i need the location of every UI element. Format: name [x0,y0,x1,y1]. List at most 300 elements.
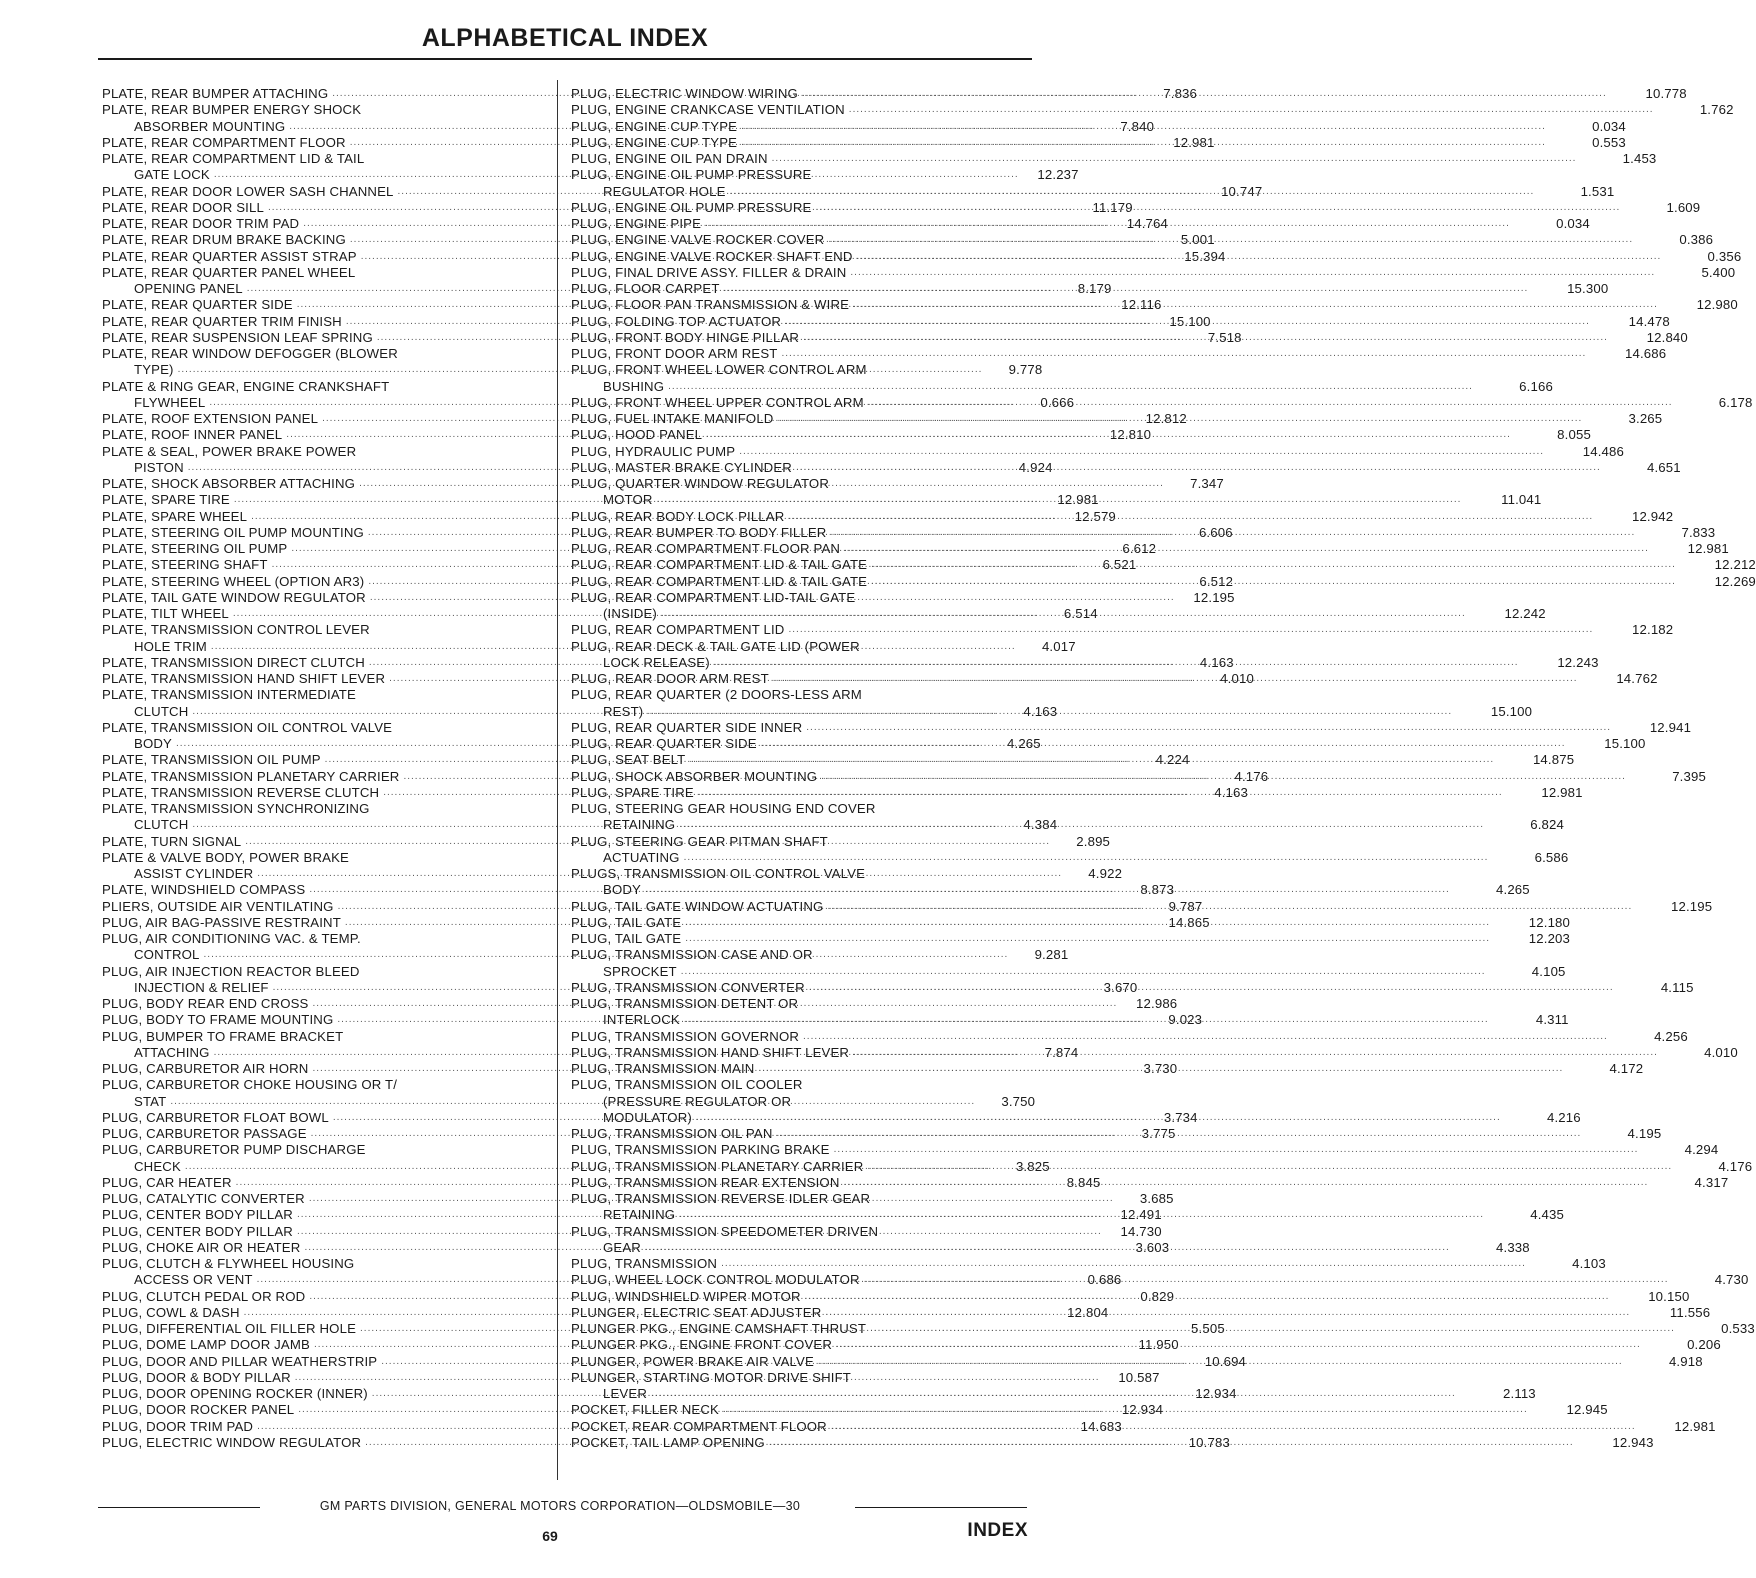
entry-text: PLUG, REAR BUMPER TO BODY FILLER [571,524,827,540]
entry-page-ref: 6.512 [1199,573,1234,589]
entry-page-ref: 10.747 [1221,183,1263,199]
dot-leader [761,736,1566,752]
entry-page-ref: 12.203 [1528,931,1571,946]
entry-page-ref: 0.206 [1687,1337,1721,1353]
dot-leader [647,704,1452,720]
index-entry [102,850,543,866]
dot-leader [696,1110,1501,1126]
entry-text: PLUG, DIFFERENTIAL OIL FILLER HOLE [102,1321,357,1336]
entry-page-ref: 1.531 [1580,183,1615,199]
entry-text: PLUG, CENTER BODY PILLAR [102,1223,293,1239]
entry-text: PLUG, CAR HEATER [102,1174,232,1190]
entry-text: POCKET, REAR COMPARTMENT FLOOR [571,1418,827,1434]
entry-page-ref [487,1029,543,1045]
dot-leader [705,216,1510,232]
entry-page-ref: 6.521 [1102,557,1137,573]
entry-text: PLATE, REAR QUARTER PANEL WHEEL [102,264,356,280]
index-entry [571,1077,1019,1093]
index-entry [571,1094,1019,1110]
entry-text: REGULATOR HOLE [603,183,726,199]
entry-text: PLATE, TRANSMISSION CONTROL LEVER [102,622,370,638]
entry-text: PLUG, FLOOR PAN TRANSMISSION & WIRE [571,297,850,313]
entry-page-ref: 3.775 [1141,1126,1176,1141]
index-entry [102,265,543,281]
entry-text: PLUG, HYDRAULIC PUMP [571,443,736,459]
entry-page-ref: 14.486 [1582,443,1625,459]
entry-text: PLUG, TAIL GATE WINDOW ACTUATING [571,898,824,914]
entry-page-ref: 3.730 [1143,1061,1178,1076]
entry-page-ref [487,1077,543,1093]
dot-leader [788,622,1593,638]
section-label: INDEX [967,1520,1028,1541]
entry-text: PLUG, FOLDING TOP ACTUATOR [571,313,782,329]
entry-page-ref: 6.824 [1530,817,1564,833]
entry-text: PLATE, STEERING SHAFT [102,557,268,573]
index-entry [571,151,1657,167]
entry-page-ref: 11.041 [1501,492,1542,508]
entry-page-ref: 4.115 [1660,979,1694,995]
entry-page-ref: 3.685 [1139,1191,1174,1206]
entry-text: STAT [134,1093,167,1109]
entry-page-ref [943,996,1019,1012]
entry-page-ref: 9.281 [1034,947,1069,963]
index-entry [102,720,543,736]
index-entry [571,1224,1019,1240]
entry-text: PLUG, FRONT DOOR ARM REST [571,346,778,361]
entry-page-ref: 4.163 [1023,703,1058,719]
entry-text: PLUG, DOME LAMP DOOR JAMB [102,1337,310,1353]
entry-text: PLUG, HOOD PANEL [571,427,703,443]
index-entry [571,1028,1688,1045]
dot-leader [777,411,1582,427]
entry-page-ref: 12.942 [1631,508,1674,524]
entry-text: PLATE, ROOF INNER PANEL [102,427,283,443]
entry-page-ref: 4.918 [1668,1353,1703,1369]
index-entry [571,167,1019,183]
entry-text: RETAINING [603,1207,676,1223]
entry-page-ref: 12.941 [1649,719,1692,735]
entry-page-ref: 10.694 [1204,1353,1247,1369]
entry-page-ref: 4.922 [1088,866,1123,881]
entry-page-ref: 12.981 [1173,134,1215,150]
entry-page-ref: 7.347 [1190,476,1224,491]
entry-text: BUSHING [603,378,665,394]
entry-page-ref: 4.010 [1704,1044,1738,1060]
entry-page-ref [487,687,543,703]
entry-page-ref: 12.195 [1193,589,1235,605]
entry-page-ref: 3.265 [1628,411,1663,426]
dot-leader [828,232,1633,248]
entry-page-ref: 14.686 [1625,346,1667,361]
entry-page-ref [487,1256,543,1272]
entry-page-ref: 12.812 [1145,411,1187,426]
entry-text: PLUG, CHOKE AIR OR HEATER [102,1239,301,1255]
dot-leader [825,1305,1630,1321]
entry-text: PLUG, BUMPER TO FRAME BRACKET [102,1028,344,1044]
entry-text: PLUG, REAR DOOR ARM REST [571,671,769,686]
entry-page-ref: 12.195 [1671,898,1713,914]
index-entry [571,1370,1019,1386]
entry-page-ref [487,102,543,118]
entry-text: PLUNGER PKG., ENGINE CAMSHAFT THRUST [571,1321,867,1336]
entry-page-ref: 7.395 [1672,768,1706,784]
page-title: ALPHABETICAL INDEX [421,24,709,52]
dot-leader [857,249,1662,265]
index-entry [571,1256,1606,1272]
entry-text: PLATE, SPARE TIRE [102,492,230,508]
entry-page-ref: 4.172 [1609,1061,1644,1076]
entry-text: PLATE, STEERING WHEEL (OPTION AR3) [102,573,365,589]
entry-page-ref: 12.981 [1674,1418,1716,1434]
entry-page-ref: 0.034 [1556,216,1590,231]
entry-text: PLATE, REAR DOOR LOWER SASH CHANNEL [102,183,394,199]
entry-page-ref: 1.762 [1699,102,1734,118]
entry-page-ref: 12.945 [1566,1402,1608,1418]
entry-page-ref: 7.833 [1681,524,1716,540]
entry-text: PLUG, MASTER BRAKE CYLINDER [571,459,792,475]
entry-text: PLUG, TRANSMISSION PARKING BRAKE [571,1142,830,1158]
index-entry [571,931,1571,947]
entry-page-ref: 7.518 [1207,329,1242,345]
entry-page-ref: 4.017 [1041,638,1076,654]
dot-leader [802,86,1607,102]
entry-page-ref: 4.924 [1018,459,1053,475]
footer-rule-left [98,1507,260,1508]
entry-text: PLUG, QUARTER WINDOW REGULATOR [571,476,830,491]
dot-leader [871,557,1676,573]
entry-text: PLUG, CARBURETOR FLOAT BOWL [102,1109,329,1125]
dot-leader [706,427,1511,443]
entry-page-ref: 12.810 [1109,427,1152,443]
index-entry [571,362,1019,378]
entry-text: PLUG, FUEL INTAKE MANIFOLD [571,411,774,426]
entry-page-ref: 4.651 [1647,459,1681,475]
dot-leader [668,379,1473,395]
dot-leader [844,1175,1649,1191]
entry-text: INTERLOCK [603,1012,680,1028]
entry-text: PLATE, REAR DRUM BRAKE BACKING [102,232,346,248]
entry-text: PLUG, ENGINE CUP TYPE [571,134,738,150]
entry-page-ref: 0.686 [1087,1272,1122,1288]
entry-page-ref: 14.478 [1628,313,1670,329]
entry-text: PLATE, TAIL GATE WINDOW REGULATOR [102,589,366,605]
dot-leader [714,655,1519,671]
footer-rule-right [855,1507,1027,1508]
entry-page-ref: 4.103 [1572,1256,1606,1271]
entry-text: RETAINING [603,817,676,833]
entry-text: PLUG, FINAL DRIVE ASSY. FILLER & DRAIN [571,264,847,280]
entry-text: PLATE, STEERING OIL PUMP MOUNTING [102,524,364,540]
entry-text: PLUG, SEAT BELT [571,752,686,768]
entry-text: REST) [603,703,644,719]
dot-leader [818,1354,1623,1370]
entry-page-ref: 4.265 [1007,736,1041,751]
entry-text: PLATE, REAR WINDOW DEFOGGER (BLOWER [102,346,398,361]
entry-text: PLATE, TRANSMISSION SYNCHRONIZING [102,801,370,816]
entry-text: PLUG, REAR COMPARTMENT LID [571,622,785,638]
entry-page-ref [487,379,543,395]
dot-leader [724,281,1529,297]
entry-page-ref: 12.579 [1074,508,1116,524]
entry-text: PLUG, ENGINE CUP TYPE [571,118,738,134]
entry-text: HOLE TRIM [134,638,207,654]
entry-page-ref: 3.750 [1001,1093,1036,1109]
entry-page-ref: 6.178 [1718,394,1753,410]
entry-page-ref [487,346,543,362]
entry-page-ref: 11.556 [1669,1304,1711,1320]
entry-page-ref: 8.179 [1077,281,1112,296]
dot-leader [850,265,1655,281]
entry-page-ref: 12.840 [1646,329,1688,345]
entry-page-ref: 12.242 [1504,606,1546,621]
entry-page-ref: 4.105 [1531,963,1566,979]
index-entry [102,444,543,460]
entry-page-ref: 3.670 [1103,979,1138,995]
entry-page-ref [487,931,543,947]
entry-text: PLATE, TRANSMISSION OIL PUMP [102,752,321,768]
entry-text: PLUG, CLUTCH & FLYWHEEL HOUSING [102,1256,355,1271]
entry-text: PLUG, DOOR TRIM PAD [102,1418,254,1434]
entry-text: PLUG, TRANSMISSION GOVERNOR [571,1028,800,1044]
entry-page-ref: 4.435 [1530,1207,1564,1223]
entry-page-ref: 12.491 [1120,1207,1162,1223]
entry-text: POCKET, FILLER NECK [571,1402,719,1418]
entry-text: SPROCKET [603,963,677,979]
entry-page-ref [487,801,543,817]
entry-text: PLATE, TRANSMISSION DIRECT CLUTCH [102,654,365,670]
index-entry [571,849,1569,866]
entry-text: PLUG, ENGINE CRANKCASE VENTILATION [571,102,845,118]
index-entry [571,590,1019,606]
entry-text: PLATE, ROOF EXTENSION PANEL [102,411,319,426]
entry-text: PLUG, CARBURETOR PUMP DISCHARGE [102,1142,366,1158]
entry-text: PLATE, TRANSMISSION HAND SHIFT LEVER [102,671,386,686]
entry-page-ref: 12.981 [1687,541,1729,556]
entry-text: PLUG, AIR INJECTION REACTOR BLEED [102,963,360,979]
dot-leader [769,1435,1574,1451]
entry-text: PLUG, ELECTRIC WINDOW WIRING [571,86,798,101]
entry-text: PLUG, CLUTCH PEDAL OR ROD [102,1288,306,1304]
entry-page-ref: 12.934 [1121,1402,1164,1418]
entry-text: PLUG, FRONT WHEEL UPPER CONTROL ARM [571,394,864,410]
entry-text: PLATE, TURN SIGNAL [102,833,242,849]
dot-leader [772,151,1577,167]
index-entry [571,719,1692,736]
entry-text: PLUG, REAR COMPARTMENT LID-TAIL GATE [571,589,856,605]
dot-leader [809,980,1614,996]
index-entry [102,102,543,118]
entry-text: PLUG, REAR COMPARTMENT LID & TAIL GATE [571,573,868,589]
entry-text: PLATE, SHOCK ABSORBER ATTACHING [102,476,356,491]
entry-text: PLUG, TAIL GATE [571,931,682,946]
dot-leader [679,817,1484,833]
dot-leader [870,1321,1675,1337]
entry-page-ref: 6.612 [1122,541,1157,556]
entry-page-ref: 5.001 [1180,232,1215,248]
entry-page-ref: 6.514 [1063,606,1098,621]
entry-text: POCKET, TAIL LAMP OPENING [571,1434,765,1450]
entry-page-ref [943,1224,1019,1240]
column-divider [557,80,558,1480]
dot-leader [821,769,1626,785]
index-entry [571,687,1019,703]
entry-page-ref: 5.400 [1701,264,1736,280]
dot-leader [815,200,1620,216]
entry-text: ACCESS OR VENT [134,1272,253,1288]
entry-text: PLUG, REAR DECK & TAIL GATE LID (POWER [571,638,860,654]
entry-page-ref: 10.150 [1648,1288,1690,1304]
entry-page-ref: 12.980 [1696,297,1738,313]
entry-page-ref: 10.783 [1188,1434,1230,1450]
index-entry [102,1142,543,1158]
entry-page-ref: 0.533 [1721,1321,1755,1336]
entry-page-ref: 10.587 [1118,1369,1160,1385]
entry-page-ref: 4.195 [1627,1126,1662,1141]
index-entry [571,1142,1719,1158]
entry-page-ref: 4.010 [1220,671,1254,686]
entry-text: (PRESSURE REGULATOR OR [603,1093,792,1109]
entry-text: PLUNGER, POWER BRAKE AIR VALVE [571,1353,814,1369]
entry-page-ref [943,947,1019,963]
entry-text: PLATE, TRANSMISSION PLANETARY CARRIER [102,768,400,784]
entry-page-ref: 10.778 [1645,86,1687,101]
entry-text: PLUG, DOOR ROCKER PANEL [102,1402,295,1418]
dot-leader [741,119,1546,135]
entry-text: PLUG, AIR CONDITIONING VAC. & TEMP. [102,931,361,946]
entry-page-ref [943,1191,1019,1207]
page-number: 69 [542,1528,558,1544]
entry-page-ref [943,801,1019,817]
entry-text: CLUTCH [134,817,189,833]
dot-leader [684,850,1489,866]
entry-text: PLUG, CENTER BODY PILLAR [102,1207,293,1223]
index-entry [102,1077,543,1093]
entry-text: PLUG, ENGINE OIL PUMP PRESSURE [571,199,812,215]
index-entry [102,964,543,980]
entry-text: PLATE, TRANSMISSION OIL CONTROL VALVE [102,719,393,735]
entry-text: PLUG, TRANSMISSION REAR EXTENSION [571,1174,840,1190]
entry-text: PLUG, TRANSMISSION REVERSE IDLER GEAR [571,1191,871,1206]
dot-leader [681,964,1486,980]
entry-text: PLUG, FRONT BODY HINGE PILLAR [571,329,800,345]
entry-text: PLUG, ELECTRIC WINDOW REGULATOR [102,1434,362,1450]
entry-text: PLUG, TRANSMISSION [571,1256,718,1271]
index-entry [571,102,1734,118]
entry-page-ref [943,590,1019,606]
dot-leader [844,541,1649,557]
entry-page-ref: 14.865 [1168,914,1210,930]
dot-leader [871,574,1676,590]
entry-text: PLUG, SPARE TIRE [571,784,694,800]
index-entry [571,801,1019,817]
entry-text: PLUG, TRANSMISSION CONVERTER [571,979,805,995]
entry-text: PLATE, REAR BUMPER ATTACHING [102,86,329,101]
entry-page-ref: 12.212 [1714,557,1756,573]
entry-text: LEVER [603,1386,647,1401]
entry-text: MODULATOR) [603,1109,692,1125]
entry-page-ref: 1.609 [1666,199,1701,215]
entry-page-ref [943,362,1019,378]
entry-page-ref [943,834,1019,850]
dot-leader [830,525,1635,541]
dot-leader [805,1289,1610,1305]
entry-page-ref: 0.829 [1140,1288,1175,1304]
index-entry [102,622,543,638]
entry-text: PLATE, REAR DOOR TRIM PAD [102,216,300,231]
entry-page-ref [943,639,1019,655]
entry-page-ref: 4.311 [1535,1012,1569,1028]
entry-text: GATE LOCK [134,167,210,183]
dot-leader [739,444,1544,460]
dot-leader [785,314,1590,330]
entry-page-ref: 12.981 [1541,784,1583,800]
entry-page-ref: 15.100 [1169,313,1211,329]
entry-page-ref [487,964,543,980]
entry-page-ref: 2.895 [1076,833,1111,849]
entry-text: PLATE, REAR COMPARTMENT FLOOR [102,134,346,150]
entry-text: OPENING PANEL [134,281,243,296]
entry-text: PLATE, WINDSHIELD COMPASS [102,882,306,898]
index-entry [102,931,543,947]
entry-page-ref: 12.116 [1121,297,1162,313]
entry-text: PLUNGER PKG., ENGINE FRONT COVER [571,1337,833,1353]
entry-page-ref: 7.874 [1044,1044,1079,1060]
entry-text: PLUG, REAR QUARTER (2 DOORS-LESS ARM [571,687,862,703]
index-entry [571,1191,1019,1207]
entry-text: PLUG, TRANSMISSION HAND SHIFT LEVER [571,1044,850,1060]
entry-text: PLATE, REAR QUARTER TRIM FINISH [102,313,342,329]
entry-page-ref: 15.300 [1567,281,1609,296]
entry-text: PLATE, REAR SUSPENSION LEAF SPRING [102,329,373,345]
entry-page-ref: 14.730 [1120,1223,1162,1239]
entry-page-ref: 4.163 [1214,784,1249,800]
entry-page-ref [487,622,543,638]
entry-text: PLUG, FLOOR CARPET [571,281,720,296]
index-entry [102,1256,543,1272]
entry-page-ref: 4.256 [1654,1028,1688,1044]
entry-text: PLUG, TRANSMISSION OIL PAN [571,1126,773,1141]
entry-page-ref: 9.787 [1168,898,1203,914]
index-entry [102,801,543,817]
entry-page-ref: 0.553 [1592,134,1626,150]
entry-text: PLUG, BODY TO FRAME MOUNTING [102,1012,334,1028]
entry-page-ref: 12.804 [1067,1304,1109,1320]
entry-text: PLUG, TRANSMISSION DETENT OR [571,996,799,1011]
entry-text: PLUG, WHEEL LOCK CONTROL MODULATOR [571,1272,860,1288]
entry-text: PLUG, ENGINE OIL PAN DRAIN [571,151,768,166]
entry-text: PLUG, REAR QUARTER SIDE INNER [571,719,803,735]
dot-leader [849,102,1654,118]
entry-text: ATTACHING [134,1044,210,1060]
entry-text: PLUG, DOOR & BODY PILLAR [102,1369,291,1385]
entry-page-ref: 12.243 [1557,654,1599,670]
entry-page-ref [487,850,543,866]
index-entry [102,687,543,703]
entry-text: PLUG, ENGINE VALVE ROCKER COVER [571,232,825,248]
entry-text: PLUNGER, STARTING MOTOR DRIVE SHIFT [571,1369,852,1385]
dot-leader [685,931,1490,947]
dot-leader [684,1012,1489,1028]
entry-text: PLUG, TAIL GATE [571,914,682,930]
entry-text: PLUG, STEERING GEAR HOUSING END COVER [571,801,876,816]
entry-page-ref: 12.981 [1057,492,1099,508]
entry-text: PLATE & SEAL, POWER BRAKE POWER [102,443,357,459]
entry-text: PLUG, WINDSHIELD WIPER MOTOR [571,1288,801,1304]
entry-text: PLUG, REAR QUARTER SIDE [571,736,757,751]
dot-leader [836,1337,1641,1353]
dot-leader [689,752,1494,768]
dot-leader [831,1419,1636,1435]
